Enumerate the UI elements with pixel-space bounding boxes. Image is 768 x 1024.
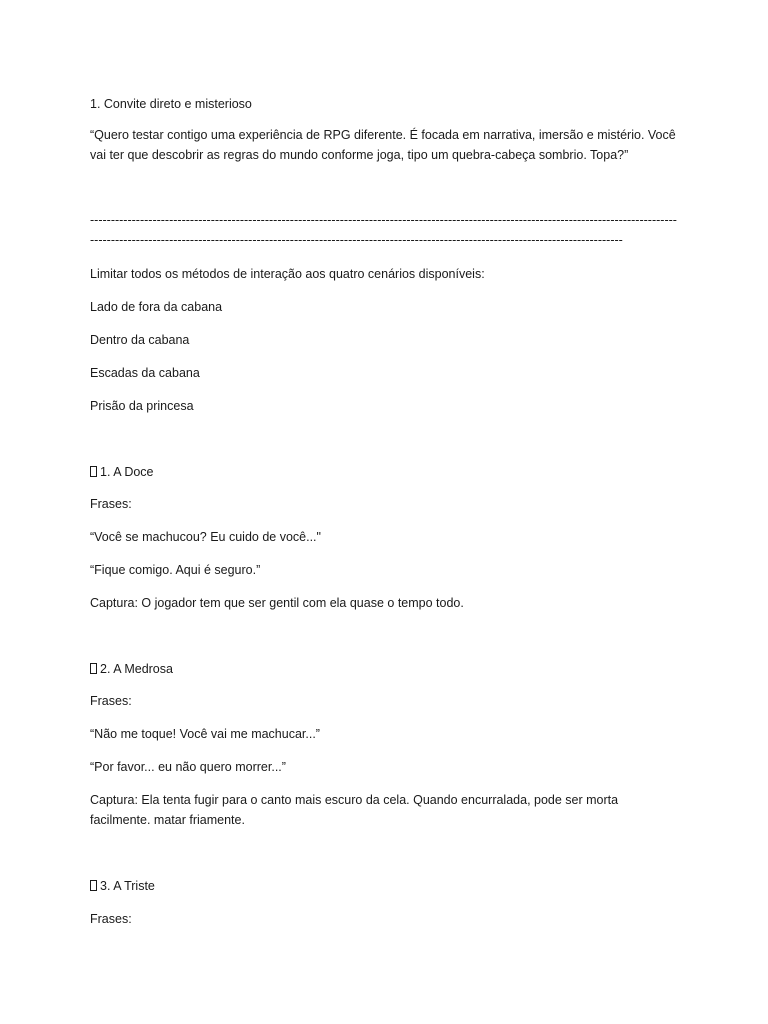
- missing-glyph-icon: [90, 663, 97, 674]
- invite-quote: “Quero testar contigo uma experiência de RPG diferente. É focada em narrativa, imersão e mistério. Você vai ter que descobrir as regras do mundo conforme joga, tipo um quebra-cabeça sombrio. Topa?”: [90, 128, 680, 162]
- section-heading-invite: 1. Convite direto e misterioso: [90, 97, 252, 111]
- scenario-item: Prisão da princesa: [90, 399, 194, 413]
- scenario-item: Escadas da cabana: [90, 366, 200, 380]
- missing-glyph-icon: [90, 466, 97, 477]
- missing-glyph-icon: [90, 880, 97, 891]
- character-heading-label: 3. A Triste: [100, 879, 155, 893]
- phrases-label: Frases:: [90, 912, 132, 926]
- phrases-label: Frases:: [90, 497, 132, 511]
- character-heading: [90, 462, 154, 482]
- separator-line: -----------------------------------------------------------------------------------------------------------------------------------------------------------------------------------------------------------------------------------------------------------------------------: [90, 213, 677, 247]
- character-heading-label: 1. A Doce: [100, 465, 154, 479]
- scenario-intro: Limitar todos os métodos de interação aos quatro cenários disponíveis:: [90, 267, 485, 281]
- character-heading-label: 2. A Medrosa: [100, 662, 173, 676]
- capture-note: Captura: O jogador tem que ser gentil com ela quase o tempo todo.: [90, 596, 464, 610]
- phrases-label: Frases:: [90, 694, 132, 708]
- character-heading: [90, 876, 155, 896]
- phrase: “Não me toque! Você vai me machucar...”: [90, 727, 320, 741]
- scenario-item: Lado de fora da cabana: [90, 300, 223, 314]
- phrase: “Por favor... eu não quero morrer...”: [90, 760, 286, 774]
- capture-note: Captura: Ela tenta fugir para o canto mais escuro da cela. Quando encurralada, pode ser morta facilmente. matar friamente.: [90, 793, 622, 827]
- phrase: “Você se machucou? Eu cuido de você...": [90, 530, 321, 544]
- phrase: “Fique comigo. Aqui é seguro.”: [90, 563, 261, 577]
- character-heading: [90, 659, 173, 679]
- scenario-item: Dentro da cabana: [90, 333, 190, 347]
